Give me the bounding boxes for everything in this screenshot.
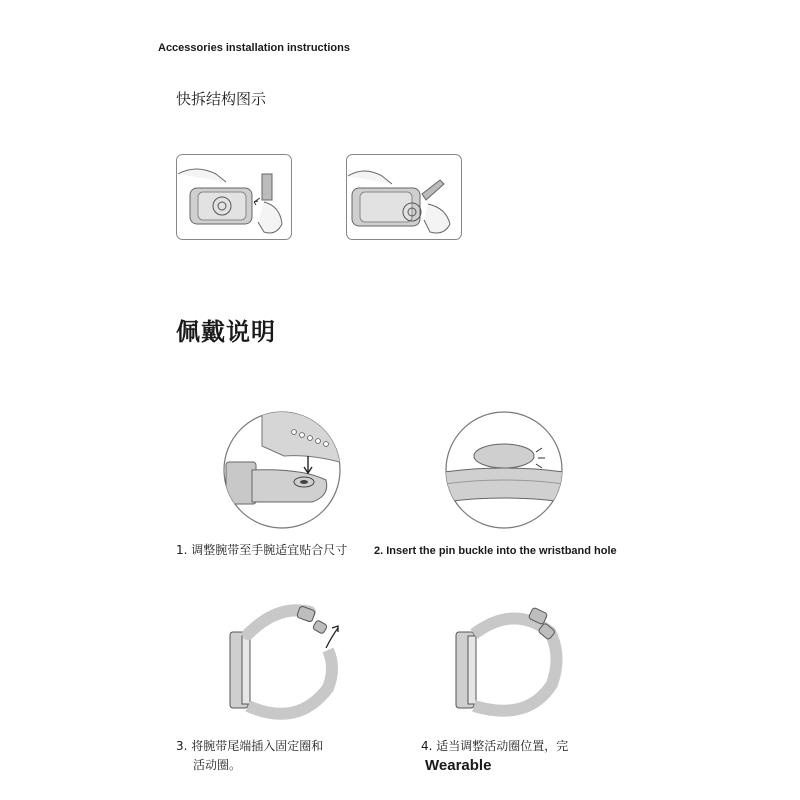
step-4-number: 4. (421, 739, 433, 753)
quick-release-illustration-remove (176, 154, 292, 240)
step-2-number: 2. (374, 545, 384, 557)
step-1-number: 1. (176, 543, 188, 557)
step-3-line1: 将腕带尾端插入固定圈和 (191, 739, 324, 753)
step-1-text (176, 541, 347, 560)
step-3-illustration (228, 604, 358, 728)
quick-release-section-title: 快拆结构图示 (176, 90, 267, 108)
step-4-line1: 适当调整活动圈位置，完 (436, 739, 569, 753)
step-4-illustration (454, 604, 584, 728)
wearing-section-title: 佩戴说明 (176, 318, 276, 346)
step-3-line2: 活动圈。 (193, 758, 242, 772)
step-4-text (421, 737, 568, 775)
step-3-number: 3. (176, 739, 188, 753)
document-title: Accessories installation instructions (158, 42, 350, 54)
step-3-text (176, 737, 323, 775)
step-2-illustration (444, 410, 564, 530)
step-2-text (374, 542, 617, 561)
step-2-label: Insert the pin buckle into the wristband hole (386, 545, 617, 557)
quick-release-illustration-attach (346, 154, 462, 240)
step-4-line2: Wearable (425, 757, 492, 774)
step-1-illustration (222, 410, 342, 530)
step-1-label: 调整腕带至手腕适宜贴合尺寸 (191, 543, 348, 557)
